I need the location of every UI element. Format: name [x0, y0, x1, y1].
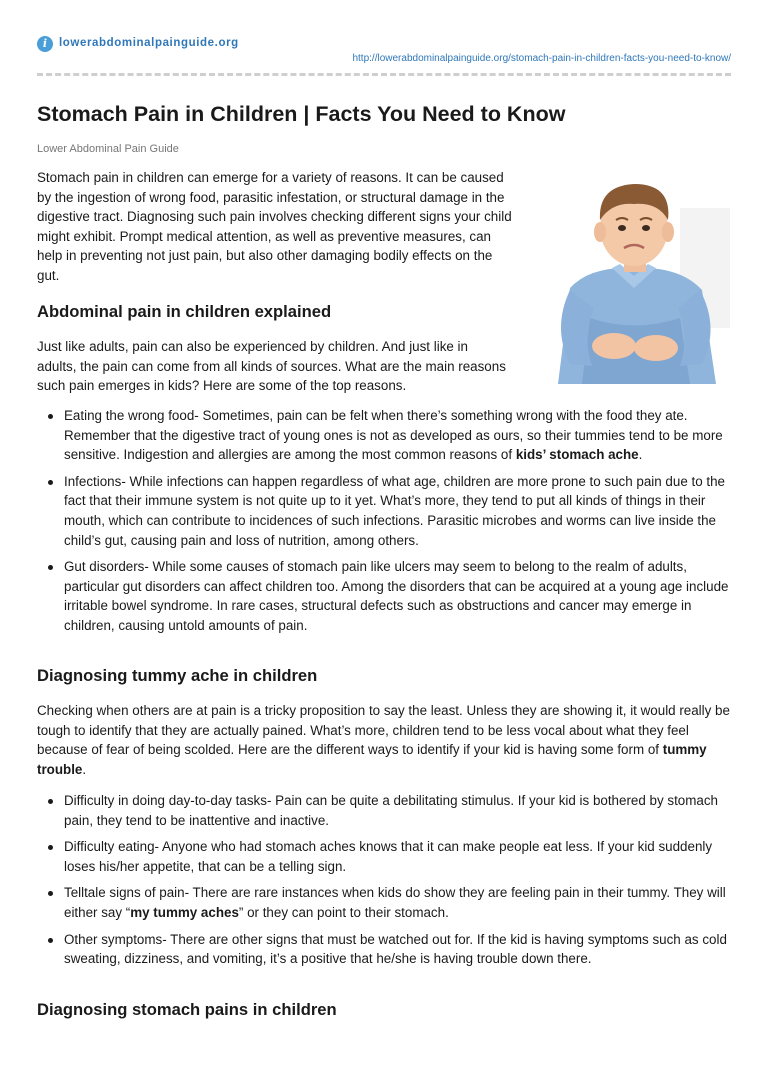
paragraph-text: Checking when others are at pain is a tricky proposition to say the least. Unless they are showing it, it would really be tough to identify that they are actually pained. What’s more, children tend to be less vocal about what they feel because of fear of being scolded. Here are the different ways to identify if your kid is having some form of [37, 703, 730, 758]
source-label: Lower Abdominal Pain Guide [37, 143, 179, 155]
header-divider [37, 73, 731, 76]
bullet-icon [48, 414, 53, 419]
list-item [0, 791, 740, 830]
info-icon: i [37, 36, 53, 52]
bullet-icon [48, 480, 53, 485]
bullet-icon [48, 565, 53, 570]
keyword-link[interactable]: tummy trouble [37, 742, 707, 777]
bullet-icon [48, 891, 53, 896]
section-heading-diagnosing-stomach: Diagnosing stomach pains in children [37, 1000, 337, 1019]
section-heading-explained: Abdominal pain in children explained [37, 302, 332, 321]
list-item-text: Difficulty in doing day-to-day tasks- Pain can be quite a debilitating stimulus. If your kid is bothered by stomach pain, they tend to be inattentive and inactive. [64, 793, 718, 828]
signs-list [0, 791, 740, 976]
list-item-text: Eating the wrong food- Sometimes, pain can be felt when there’s something wrong with the food they ate. Remember that the digestive tract of young ones is not as developed as ours, so their tummies tend to be more sensitive. Indigestion and allergies are among the most common reasons of [64, 408, 723, 463]
list-item [0, 406, 740, 465]
list-item [0, 837, 740, 876]
bullet-icon [48, 938, 53, 943]
intro-paragraph: Stomach pain in children can emerge for a variety of reasons. It can be caused by the ingestion of wrong food, parasitic infestation, or structural damage in the digestive tract. Diagnosing such pain involves checking different signs your child might exhibit. Prompt medical attention, as well as preventive measures, can help in preventing not just pain, but also other damaging bodily effects on the gut. [37, 170, 512, 283]
list-item [0, 472, 740, 550]
list-item [0, 883, 740, 922]
list-item-text: Infections- While infections can happen regardless of what age, children are more prone to such pain due to the fact that their immune system is not quite up to it yet. What’s more, they tend to put all kinds of things in their mouth, which can contribute to incidences of such infections. Parasitic microbes and worms can live inside the child’s gut, causing pain and loss of nutrition, among others. [64, 473, 725, 548]
section-paragraph [37, 701, 737, 779]
list-item-text: Other symptoms- There are other signs that must be watched out for. If the kid is having symptoms such as cold sweating, dizziness, and vomiting, it’s a positive that he/she is having trouble down there. [64, 931, 727, 967]
bullet-icon [48, 845, 53, 850]
boy-stomach-ache-photo [530, 168, 736, 384]
list-item-text: Difficulty eating- Anyone who had stomach aches knows that it can make people eat less. If your kid suddenly loses his/her appetite, that can be a telling sign. [64, 839, 713, 874]
keyword-link[interactable]: my tummy aches [130, 904, 239, 920]
list-item [0, 557, 740, 635]
section-paragraph: Just like adults, pain can also be experienced by children. And just like in adults, the pain can come from all kinds of sources. What are the main reasons such pain emerges in kids? Here are some of the top reasons. [37, 339, 506, 394]
section-heading-diagnosing-tummy: Diagnosing tummy ache in children [37, 666, 318, 685]
site-name[interactable]: lowerabdominalpainguide.org [59, 37, 239, 49]
page-title: Stomach Pain in Children | Facts You Need to Know [37, 102, 566, 126]
keyword-link[interactable]: kids’ stomach ache [515, 447, 639, 463]
list-item [0, 930, 740, 969]
list-item-text-end: ” or they can point to their stomach. [238, 904, 449, 920]
list-item-text: Gut disorders- While some causes of stomach pain like ulcers may seem to belong to the realm of adults, particular gut disorders can affect children too. Among the disorders that can be acquired at a young age include irritable bowel syndrome. In rare cases, structural defects such as obstructions and cancer may emerge in children, causing untold amounts of pain. [64, 559, 729, 633]
reasons-list [0, 406, 740, 643]
article-url-link[interactable]: http://lowerabdominalpainguide.org/stomach-pain-in-children-facts-you-need-to-know/ [352, 53, 731, 64]
list-item-text: Telltale signs of pain- There are rare instances when kids do show they are feeling pain in their tummy. They will either say “ [64, 885, 726, 920]
bullet-icon [48, 799, 53, 804]
list-item-text-end: . [638, 447, 643, 463]
paragraph-text-end: . [82, 761, 87, 777]
